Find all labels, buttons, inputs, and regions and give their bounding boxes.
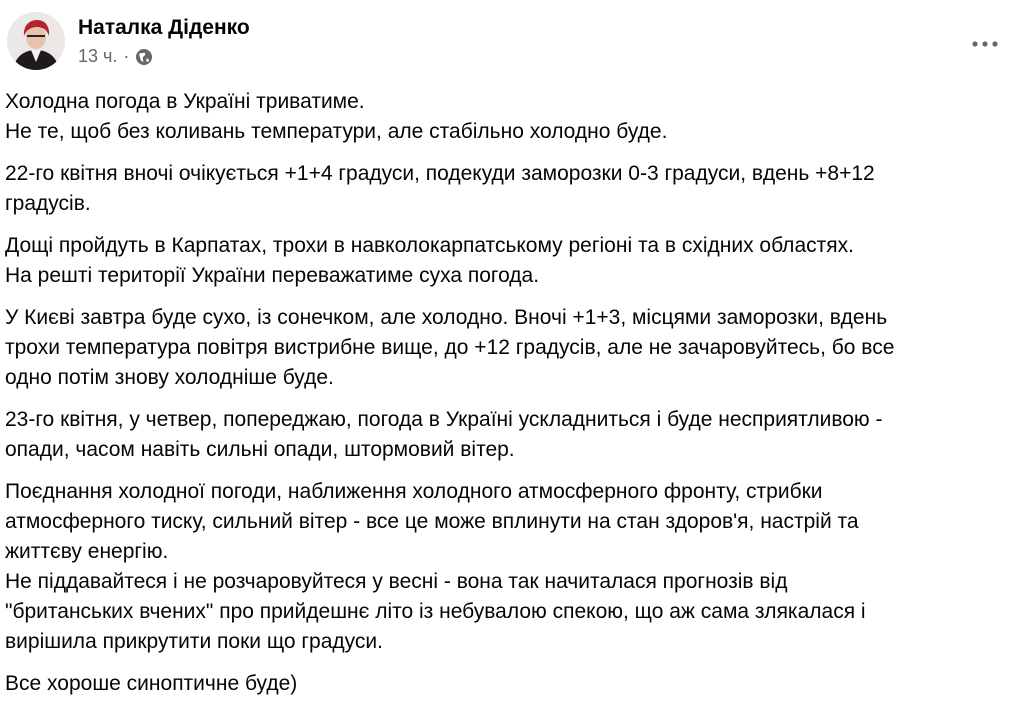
post-paragraph	[5, 87, 1005, 147]
text-line: Не піддавайтеся і не розчаровуйтеся у весні - вона так начиталася прогнозів від	[5, 570, 788, 593]
text-line: Дощі пройдуть в Карпатах, трохи в навколокарпатському регіоні та в східних областях.	[5, 234, 854, 257]
text-line: У Києві завтра буде сухо, із сонечком, але холодно. Вночі +1+3, місцями заморозки, вдень	[5, 306, 888, 329]
text-line: Поєднання холодної погоди, наближення холодного атмосферного фронту, стрибки	[5, 480, 823, 503]
text-line: трохи температура повітря вистрибне вище, до +12 градусів, але не зачаровуйтесь, бо все	[5, 336, 895, 359]
text-line: опади, часом навіть сильні опади, штормовий вітер.	[5, 438, 515, 461]
post-paragraph	[5, 303, 1005, 393]
post-paragraph	[5, 669, 1005, 699]
globe-icon[interactable]	[135, 48, 153, 66]
text-line: Не те, щоб без коливань температури, але стабільно холодно буде.	[5, 120, 668, 143]
avatar-photo	[7, 12, 65, 70]
author-name[interactable]: Наталка Діденко	[78, 16, 250, 39]
post-meta	[78, 46, 153, 67]
text-line: 23-го квітня, у четвер, попереджаю, погода в Україні ускладниться і буде несприятливою -	[5, 408, 883, 431]
text-line: Все хороше синоптичне буде)	[5, 672, 298, 695]
avatar[interactable]	[7, 12, 65, 70]
post-text	[5, 87, 1005, 711]
text-line: градусів.	[5, 192, 91, 215]
meta-separator: ·	[123, 46, 130, 66]
text-line: "британських вчених" про прийдешнє літо із небувалою спекою, що аж сама злякалася і	[5, 600, 866, 623]
post-time[interactable]: 13 ч.	[78, 46, 118, 66]
text-line: одно потім знову холодніше буде.	[5, 366, 334, 389]
text-line: На решті території України переважатиме суха погода.	[5, 264, 540, 287]
post-paragraph	[5, 159, 1005, 219]
post-paragraph	[5, 231, 1005, 291]
more-options-icon[interactable]	[967, 26, 1003, 62]
post-header	[7, 12, 1007, 74]
post-paragraph	[5, 405, 1005, 465]
post-paragraph	[5, 477, 1005, 657]
text-line: життєву енергію.	[5, 540, 169, 563]
text-line: Холодна погода в Україні триватиме.	[5, 90, 365, 113]
text-line: атмосферного тиску, сильний вітер - все це може вплинути на стан здоров'я, настрій та	[5, 510, 859, 533]
text-line: 22-го квітня вночі очікується +1+4 градуси, подекуди заморозки 0-3 градуси, вдень +8+12	[5, 162, 875, 185]
text-line: вирішила прикрутити поки що градуси.	[5, 630, 383, 653]
